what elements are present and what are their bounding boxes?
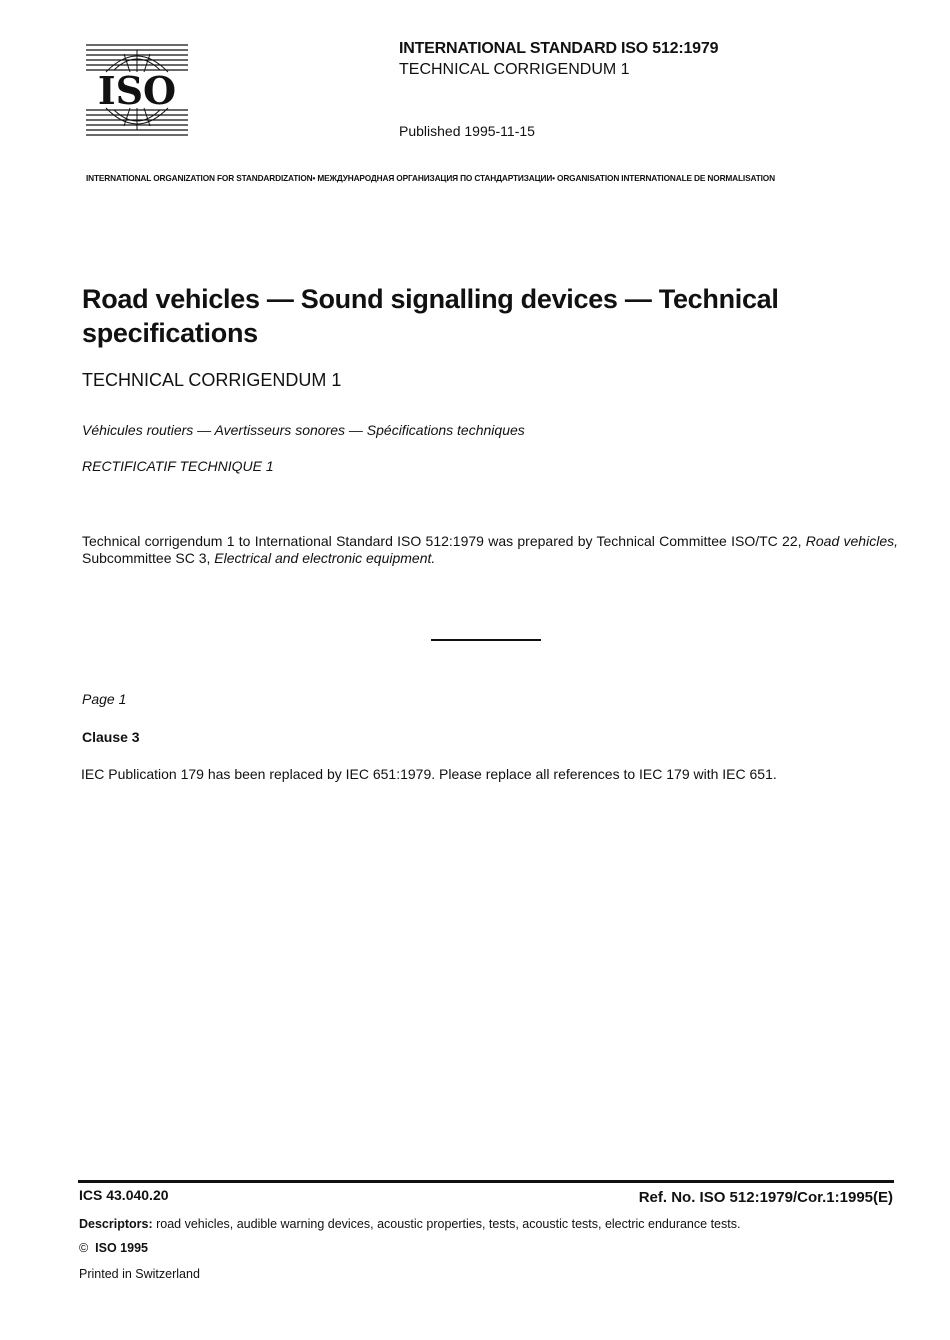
copyright-icon: © [79, 1241, 89, 1255]
reference-number: Ref. No. ISO 512:1979/Cor.1:1995(E) [638, 1189, 893, 1206]
foreword-paragraph [82, 533, 898, 567]
subcommittee-name: Electrical and electronic equipment. [214, 550, 436, 566]
copyright-text: ISO 1995 [95, 1241, 148, 1255]
correction-text: IEC Publication 179 has been replaced by IEC 651:1979. Please replace all references to IEC 179 with IEC 651. [81, 766, 777, 782]
committee-name: Road vehicles, [805, 533, 898, 549]
descriptors-list: road vehicles, audible warning devices, acoustic properties, tests, acoustic tests, electric endurance tests. [152, 1217, 741, 1231]
clause-reference: Clause 3 [82, 729, 140, 745]
ics-number: ICS 43.040.20 [79, 1187, 169, 1203]
corrigendum-label: TECHNICAL CORRIGENDUM 1 [399, 61, 630, 78]
french-corrigendum: RECTIFICATIF TECHNIQUE 1 [82, 458, 274, 474]
foreword-text-2: Subcommittee SC 3, [82, 550, 215, 566]
page-reference: Page 1 [82, 691, 127, 707]
published-date: Published 1995-11-15 [399, 123, 535, 139]
footer-rule [78, 1180, 894, 1183]
foreword-text-1: Technical corrigendum 1 to International Standard ISO 512:1979 was prepared by Technical Committee ISO/TC 22, [82, 533, 806, 549]
printed-in: Printed in Switzerland [79, 1267, 200, 1281]
iso-logo [84, 42, 190, 138]
copyright [79, 1241, 148, 1255]
descriptors-label: Descriptors: [79, 1217, 153, 1231]
organization-line: INTERNATIONAL ORGANIZATION FOR STANDARDIZATION• МЕЖДУНАРОДНАЯ ОРГАНИЗАЦИЯ ПО СТАНДАРТИЗАЦИИ• ORGANISATION INTERNATIONALE DE NORMALISATION [86, 173, 775, 183]
corrigendum-heading: TECHNICAL CORRIGENDUM 1 [82, 370, 342, 390]
standard-number: INTERNATIONAL STANDARD ISO 512:1979 [399, 40, 719, 57]
document-title: Road vehicles — Sound signalling devices — Technical specifications [82, 284, 779, 348]
french-title: Véhicules routiers — Avertisseurs sonores — Spécifications techniques [82, 422, 525, 438]
descriptors [79, 1217, 899, 1231]
separator-rule [431, 639, 541, 641]
iso-logo-text: ISO [97, 68, 177, 113]
